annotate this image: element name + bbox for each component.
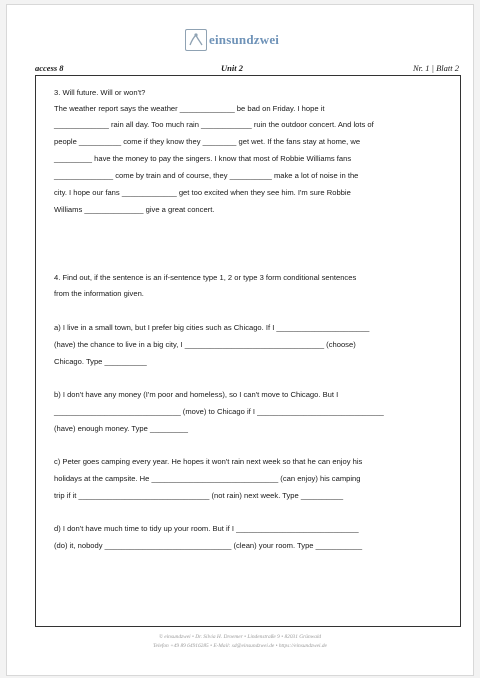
exercise3-line: _____________ rain all day. Too much rain ____________ ruin the outdoor concert. And lots of [54, 120, 374, 129]
book-title: access 8 [35, 63, 64, 73]
sentence-d-line: d) I don't have much time to tidy up your room. But if I _____________________________ [54, 524, 359, 533]
footer-address: © einsundzwei • Dr. Silvia H. Droemer • Lindenstraße 9 • 82031 Grünwald [158, 634, 322, 640]
sheet-number: Nr. 1 | Blatt 2 [412, 63, 459, 73]
exercise3-line: The weather report says the weather _____________ be bad on Friday. I hope it [54, 104, 325, 113]
sentence-b-line: ______________________________ (move) to Chicago if I ______________________________ [54, 407, 384, 416]
unit-label: Unit 2 [221, 63, 243, 73]
exercise3-heading: 3. Will future. Will or won't? [54, 88, 146, 97]
exercise4-heading: 4. Find out, if the sentence is an if-sentence type 1, 2 or type 3 form conditional sentences [54, 273, 357, 282]
worksheet-page [6, 4, 474, 676]
exercise3-line: ______________ come by train and of course, they __________ make a lot of noise in the [54, 171, 359, 180]
sentence-b-line: (have) enough money. Type _________ [54, 424, 188, 433]
sentence-d-line: (do) it, nobody ______________________________ (clean) your room. Type ___________ [54, 541, 363, 550]
exercise-box [35, 75, 461, 627]
exercise3-line: Williams ______________ give a great concert. [54, 205, 215, 214]
exercise3-line: city. I hope our fans _____________ get too excited when they see him. I'm sure Robbie [54, 188, 351, 197]
sentence-a-line: Chicago. Type __________ [54, 357, 147, 366]
sentence-c-line: holidays at the campsite. He ______________________________ (can enjoy) his camping [54, 474, 361, 483]
sentence-a-line: a) I live in a small town, but I prefer big cities such as Chicago. If I ______________________ [54, 323, 370, 332]
exercise3-line: _________ have the money to pay the singers. I know that most of Robbie Williams fans [54, 154, 352, 163]
sentence-c-line: trip if it _______________________________ (not rain) next week. Type __________ [54, 491, 344, 500]
footer-contact: Telefon +49 89 64916285 • E-Mail: sd@einsundzwei.de • https://einsundzwei.de [153, 643, 327, 649]
logo-text: einsundzwei [209, 32, 280, 47]
exercise4-heading: from the information given. [54, 289, 144, 298]
worksheet-header [35, 63, 459, 75]
exercise3-line: people __________ come if they know they ________ get wet. If the fans stay at home, we [54, 137, 361, 146]
logo-icon [185, 29, 207, 51]
sentence-b-line: b) I don't have any money (I'm poor and homeless), so I can't move to Chicago. But I [54, 390, 339, 399]
sentence-c-line: c) Peter goes camping every year. He hopes it won't rain next week so that he can enjoy his [54, 457, 363, 466]
sentence-a-line: (have) the chance to live in a big city, I _________________________________ (choose) [54, 340, 356, 349]
